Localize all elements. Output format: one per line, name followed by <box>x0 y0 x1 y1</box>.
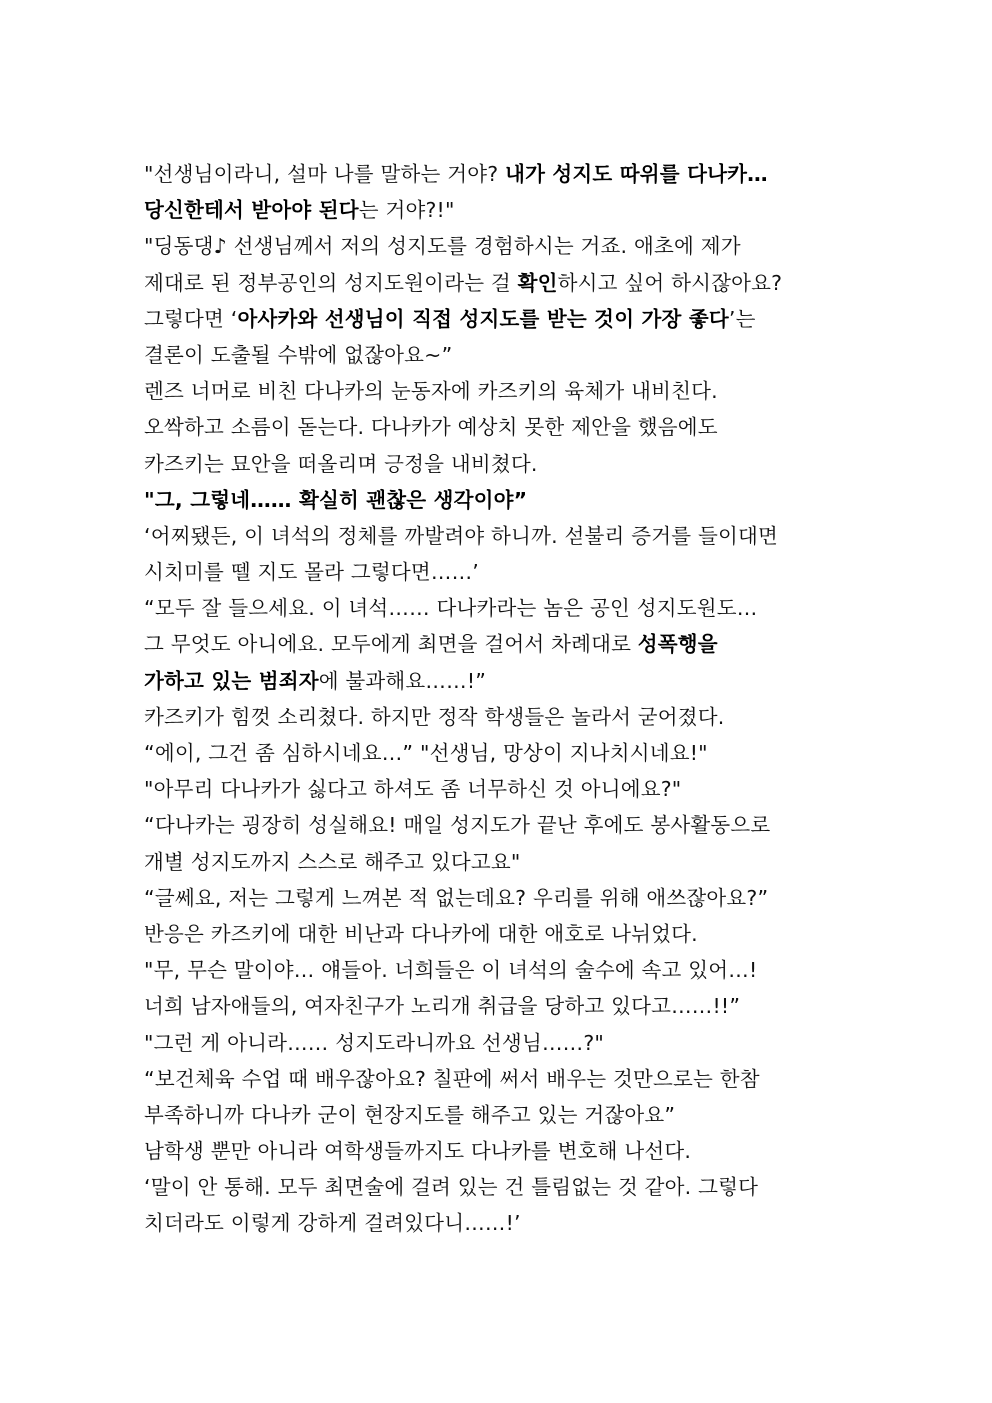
text-line <box>144 880 864 916</box>
text-segment: 에 불과해요……!” <box>318 668 487 693</box>
text-line <box>144 1097 864 1133</box>
story-text <box>144 156 864 1242</box>
text-segment: “모두 잘 들으세요. 이 녀석…… 다나카라는 놈은 공인 성지도원도… <box>144 596 758 621</box>
text-line <box>144 1133 864 1169</box>
text-segment: 제대로 된 정부공인의 성지도원이라는 걸 <box>144 270 518 295</box>
text-segment: 개별 성지도까지 스스로 해주고 있다고요" <box>144 849 521 874</box>
text-line <box>144 192 864 228</box>
text-segment: 는 거야?!" <box>358 198 455 223</box>
emphasized-text: 아사카와 선생님이 직접 성지도를 받는 것이 가장 좋다 <box>237 306 729 331</box>
text-line <box>144 952 864 988</box>
text-line <box>144 771 864 807</box>
text-segment: 카즈키는 묘안을 떠올리며 긍정을 내비쳤다. <box>144 451 538 476</box>
text-line <box>144 337 864 373</box>
text-segment: 너희 남자애들의, 여자친구가 노리개 취급을 당하고 있다고……!!” <box>144 994 741 1019</box>
text-segment: “보건체육 수업 때 배우잖아요? 칠판에 써서 배우는 것만으로는 한참 <box>144 1066 760 1091</box>
emphasized-text: 성폭행을 <box>637 632 718 657</box>
text-line <box>144 446 864 482</box>
text-line <box>144 156 864 192</box>
text-line <box>144 265 864 301</box>
text-segment: 오싹하고 소름이 돋는다. 다나카가 예상치 못한 제안을 했음에도 <box>144 415 718 440</box>
text-line <box>144 301 864 337</box>
text-segment: “글쎄요, 저는 그렇게 느껴본 적 없는데요? 우리를 위해 애쓰잖아요?” <box>144 885 769 910</box>
emphasized-text: 당신한테서 받아야 된다 <box>144 198 359 223</box>
text-segment: "그런 게 아니라…… 성지도라니까요 선생님……?" <box>144 1030 605 1055</box>
text-line <box>144 373 864 409</box>
text-segment: "선생님이라니, 설마 나를 말하는 거야? <box>144 162 506 186</box>
text-segment: 그렇다면 ‘ <box>144 306 238 331</box>
text-segment: 남학생 뿐만 아니라 여학생들까지도 다나카를 변호해 나선다. <box>144 1139 692 1164</box>
text-line <box>144 1169 864 1205</box>
text-line <box>144 1205 864 1241</box>
text-line <box>144 409 864 445</box>
text-line <box>144 590 864 626</box>
text-line <box>144 735 864 771</box>
text-segment: 하시고 싶어 하시잖아요? <box>557 270 783 295</box>
text-line <box>144 844 864 880</box>
emphasized-text: 내가 성지도 따위를 다나카… <box>505 162 768 186</box>
text-line <box>144 663 864 699</box>
emphasized-text: 가하고 있는 범죄자 <box>144 668 319 693</box>
text-segment: 렌즈 너머로 비친 다나카의 눈동자에 카즈키의 육체가 내비친다. <box>144 379 718 404</box>
text-line <box>144 518 864 554</box>
text-segment: ‘말이 안 통해. 모두 최면술에 걸려 있는 건 틀림없는 것 같아. 그렇다 <box>144 1175 759 1200</box>
text-segment: 시치미를 뗄 지도 몰라 그렇다면……’ <box>144 560 480 585</box>
text-line <box>144 699 864 735</box>
text-segment: “에이, 그건 좀 심하시네요…” "선생님, 망상이 지나치시네요!" <box>144 741 708 765</box>
text-segment: ‘어찌됐든, 이 녀석의 정체를 까발려야 하니까. 섣불리 증거를 들이대면 <box>144 523 778 548</box>
text-segment: "딩동댕♪ 선생님께서 저의 성지도를 경험하시는 거죠. 애초에 제가 <box>144 234 741 259</box>
text-segment: "무, 무슨 말이야… 얘들아. 너희들은 이 녀석의 술수에 속고 있어…! <box>144 958 758 983</box>
text-line <box>144 554 864 590</box>
text-segment: 카즈키가 힘껏 소리쳤다. 하지만 정작 학생들은 놀라서 굳어졌다. <box>144 704 725 729</box>
text-line <box>144 1025 864 1061</box>
text-segment: 그 무엇도 아니에요. 모두에게 최면을 걸어서 차례대로 <box>144 632 638 657</box>
text-line <box>144 916 864 952</box>
text-line <box>144 1061 864 1097</box>
text-segment: 결론이 도출될 수밖에 없잖아요~” <box>144 342 453 367</box>
emphasized-text: "그, 그렇네…… 확실히 괜찮은 생각이야” <box>144 487 528 512</box>
text-segment: 치더라도 이렇게 강하게 걸려있다니……!’ <box>144 1211 521 1236</box>
text-segment: “다나카는 굉장히 성실해요! 매일 성지도가 끝난 후에도 봉사활동으로 <box>144 813 771 838</box>
text-line <box>144 228 864 264</box>
text-segment: "아무리 다나카가 싫다고 하셔도 좀 너무하신 것 아니에요?" <box>144 777 682 802</box>
text-segment: 반응은 카즈키에 대한 비난과 다나카에 대한 애호로 나뉘었다. <box>144 921 698 946</box>
text-line <box>144 626 864 662</box>
text-segment: ’는 <box>728 306 756 331</box>
text-line <box>144 988 864 1024</box>
text-segment: 부족하니까 다나카 군이 현장지도를 해주고 있는 거잖아요” <box>144 1102 676 1127</box>
text-line <box>144 807 864 843</box>
emphasized-text: 확인 <box>517 270 558 295</box>
text-line <box>144 482 864 518</box>
